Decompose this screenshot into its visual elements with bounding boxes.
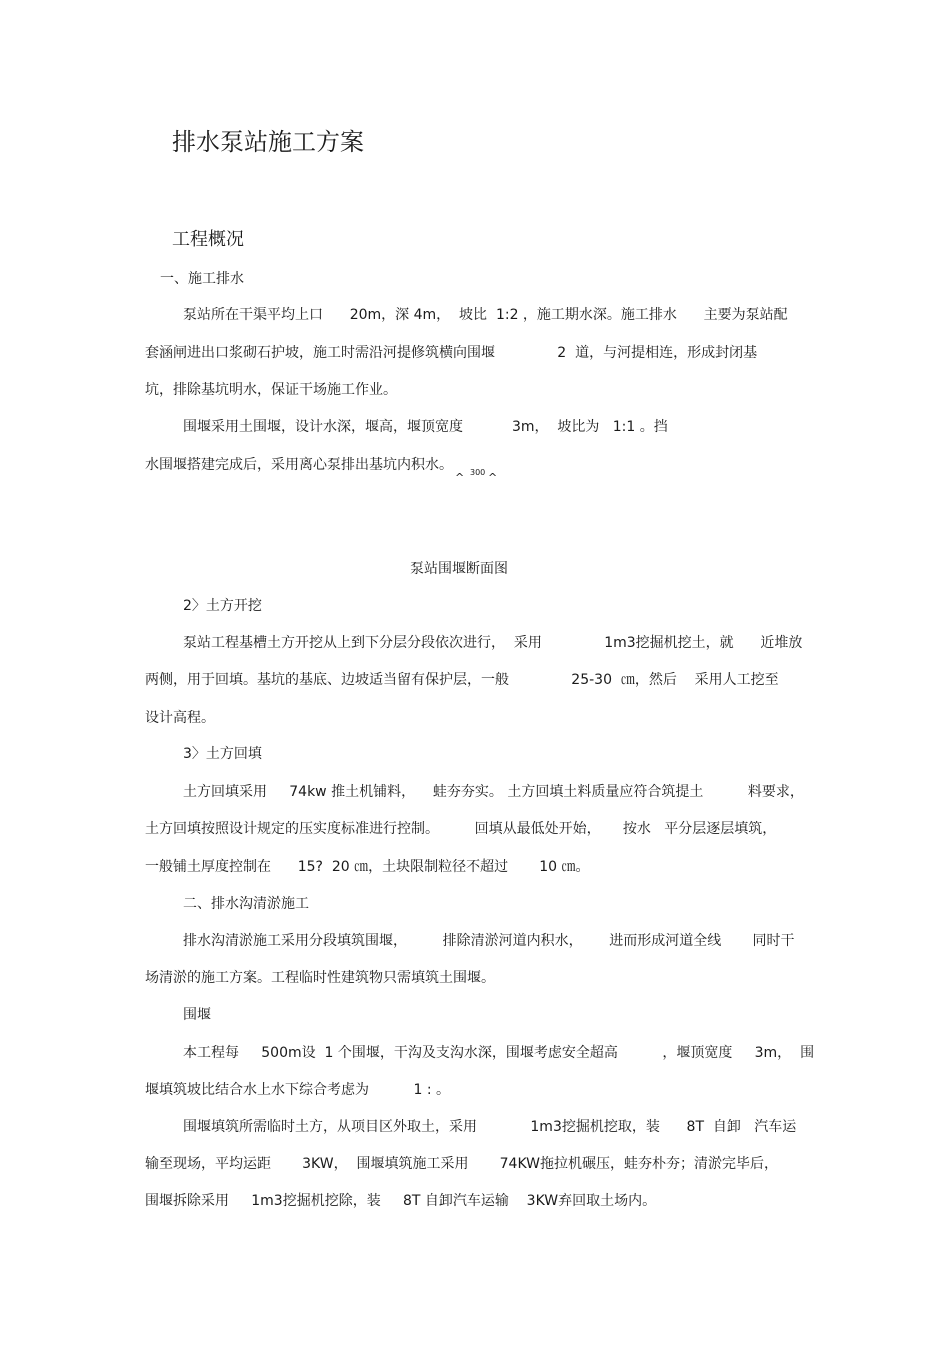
figure-caret-right: ^ xyxy=(488,471,498,484)
paragraph-4-line-3: 一般铺土厚度控制在 15? 20 ㎝，土块限制粒径不超过 10 ㎝。 xyxy=(145,859,590,875)
paragraph-3-line-3: 设计高程。 xyxy=(145,710,215,726)
paragraph-7-line-2: 输至现场，平均运距 3KW， 围堰填筑施工采用 74KW拖拉机碾压，蛙夯朴夯；清淤完毕后， xyxy=(145,1156,778,1172)
section-heading-2: 二、排水沟清淤施工 xyxy=(183,896,309,912)
paragraph-1-line-3: 坑，排除基坑明水，保证干场施工作业。 xyxy=(145,382,397,398)
paragraph-4-line-1: 土方回填采用 74kw 推土机铺料， 蛙夯夯实。 土方回填土料质量应符合筑提土 料要求， xyxy=(183,784,804,800)
paragraph-7-line-3: 围堰拆除采用 1m3挖掘机挖除，装 8T 自卸汽车运输 3KW弃回取土场内。 xyxy=(145,1193,657,1209)
paragraph-6-line-2: 堰填筑坡比结合水上水下综合考虑为 1 : 。 xyxy=(145,1082,451,1098)
paragraph-4-line-2: 土方回填按照设计规定的压实度标准进行控制。 回填从最低处开始， 按水 平分层逐层填筑， xyxy=(145,821,777,837)
section-heading-1: 一、施工排水 xyxy=(160,271,244,287)
subsection-heading-2: 2〉土方开挖 xyxy=(183,598,262,614)
subsection-heading-weiyan: 围堰 xyxy=(183,1007,211,1023)
paragraph-5-line-1: 排水沟清淤施工采用分段填筑围堰， 排除清淤河道内积水， 进而形成河道全线 同时干 xyxy=(183,933,795,949)
document-title: 排水泵站施工方案 xyxy=(172,128,364,156)
paragraph-7-line-1: 围堰填筑所需临时土方，从项目区外取土，采用 1m3挖掘机挖取，装 8T 自卸 汽车运 xyxy=(183,1119,797,1135)
subsection-heading-3: 3〉土方回填 xyxy=(183,746,262,762)
paragraph-2-line-1: 围堰采用土围堰，设计水深，堰高，堰顶宽度 3m， 坡比为 1:1 。挡 xyxy=(183,419,668,435)
figure-caret-left: ^ xyxy=(455,471,465,484)
paragraph-1-line-1: 泵站所在干渠平均上口 20m，深 4m， 坡比 1:2 ，施工期水深。施工排水 主要为泵站配 xyxy=(183,307,788,323)
figure-dimension-label: 300 xyxy=(470,468,486,477)
paragraph-1-line-2: 套涵闸进出口浆砌石护坡，施工时需沿河提修筑横向围堰 2 道，与河提相连，形成封闭基 xyxy=(145,345,758,361)
paragraph-3-line-2: 两侧，用于回填。基坑的基底、边坡适当留有保护层，一般 25-30 ㎝，然后 采用人工挖至 xyxy=(145,672,779,688)
paragraph-3-line-1: 泵站工程基槽土方开挖从上到下分层分段依次进行， 采用 1m3挖掘机挖土，就 近堆放 xyxy=(183,635,803,651)
section-heading-overview: 工程概况 xyxy=(172,229,244,250)
paragraph-5-line-2: 场清淤的施工方案。工程临时性建筑物只需填筑土围堰。 xyxy=(145,970,495,986)
paragraph-6-line-1: 本工程每 500m设 1 个围堰，干沟及支沟水深，围堰考虑安全超高 ，堰顶宽度 3m， 围 xyxy=(183,1045,815,1061)
figure-caption: 泵站围堰断面图 xyxy=(410,561,508,577)
paragraph-2-line-2: 水围堰搭建完成后，采用离心泵排出基坑内积水。 xyxy=(145,457,453,473)
